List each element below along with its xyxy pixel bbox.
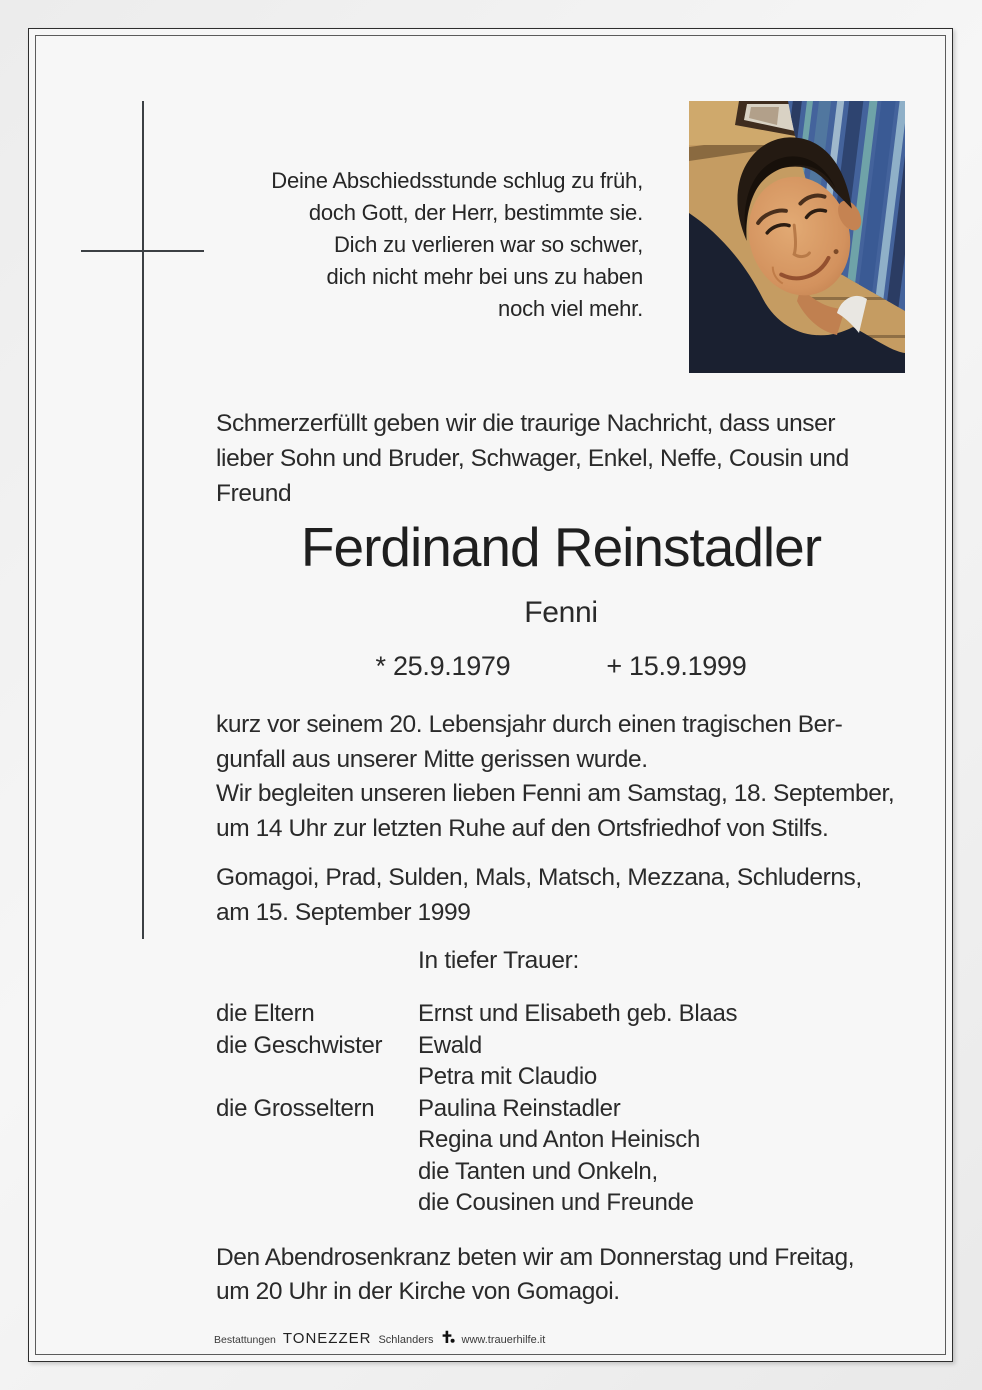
obituary-line: gunfall aus unserer Mitte gerissen wurde. (216, 745, 648, 773)
mourning-value: die Cousinen und Freunde (418, 1189, 694, 1216)
deceased-name: Ferdinand Reinstadler (300, 516, 822, 578)
portrait-photo (689, 101, 905, 373)
obituary-paragraph (216, 708, 906, 846)
mourning-label (216, 1156, 418, 1188)
mourning-label: die Grosseltern (216, 1094, 375, 1122)
mourning-row (216, 1156, 916, 1188)
mourning-label (216, 1061, 418, 1093)
funeral-home-footer (214, 1329, 545, 1348)
obituary-line: Wir begleiten unseren lieben Fenni am Samstag, 18. September, (216, 780, 895, 807)
poem-line: Deine Abschiedsstunde schlug zu früh, (271, 168, 643, 193)
cross-with-dot-icon (441, 1330, 455, 1349)
places-line: am 15. September 1999 (216, 899, 471, 926)
mourning-row (216, 1061, 916, 1093)
mourning-row (216, 1093, 916, 1125)
funeral-home-city: Schlanders (378, 1334, 434, 1346)
memorial-poem (271, 165, 643, 325)
death-date: + 15.9.1999 (606, 651, 747, 681)
poem-line: doch Gott, der Herr, bestimmte sie. (308, 200, 643, 225)
mourning-label (216, 1187, 418, 1219)
mourning-label (216, 1124, 418, 1156)
birth-date: * 25.9.1979 (375, 651, 511, 681)
closing-line: um 20 Uhr in der Kirche von Gomagoi. (216, 1278, 620, 1305)
mourning-value: Ernst und Elisabeth geb. Blaas (418, 1000, 738, 1027)
mourning-value: Petra mit Claudio (418, 1063, 597, 1090)
mourning-value: Regina und Anton Heinisch (418, 1126, 701, 1153)
mourning-value: Ewald (418, 1031, 482, 1059)
mourning-row (216, 1124, 916, 1156)
deceased-nickname: Fenni (524, 596, 598, 629)
mourning-row (216, 998, 916, 1030)
memorial-card (28, 28, 953, 1362)
mourning-list (216, 998, 916, 1219)
poem-line: noch viel mehr. (498, 296, 643, 321)
website-text: www.trauerhilfe.it (461, 1334, 546, 1346)
mourning-row (216, 1187, 916, 1219)
portrait-illustration (689, 101, 905, 373)
poem-line: Dich zu verlieren war so schwer, (333, 232, 643, 257)
mourning-value: die Tanten und Onkeln, (418, 1157, 658, 1185)
mourning-label: die Eltern (216, 1000, 315, 1027)
life-dates (216, 651, 906, 682)
mourning-label: die Geschwister (216, 1031, 383, 1059)
closing-paragraph (216, 1241, 906, 1309)
announcement-line: Schmerzerfüllt geben wir die traurige Nachricht, dass unser (216, 410, 836, 437)
mourning-value: Paulina Reinstadler (418, 1094, 621, 1122)
poem-line: dich nicht mehr bei uns zu haben (326, 264, 643, 289)
announcement-paragraph (216, 406, 906, 511)
obituary-line: kurz vor seinem 20. Lebensjahr durch einen tragischen Ber- (216, 711, 843, 738)
closing-line: Den Abendrosenkranz beten wir am Donnerstag und Freitag, (216, 1244, 855, 1271)
funeral-home-label: Bestattungen (214, 1334, 276, 1346)
mourning-heading: In tiefer Trauer: (418, 947, 580, 974)
announcement-line: lieber Sohn und Bruder, Schwager, Enkel, Neffe, Cousin und (216, 445, 849, 472)
places-date-paragraph (216, 860, 906, 930)
mourning-row (216, 1030, 916, 1062)
announcement-line: Freund (216, 480, 292, 507)
cross-vertical-line (142, 101, 144, 939)
funeral-home-brand: TONEZZER (282, 1330, 372, 1347)
cross-horizontal-line (81, 250, 204, 252)
obituary-line: um 14 Uhr zur letzten Ruhe auf den Ortsfriedhof von Stilfs. (216, 814, 829, 842)
places-line: Gomagoi, Prad, Sulden, Mals, Matsch, Mezzana, Schluderns, (216, 864, 862, 891)
